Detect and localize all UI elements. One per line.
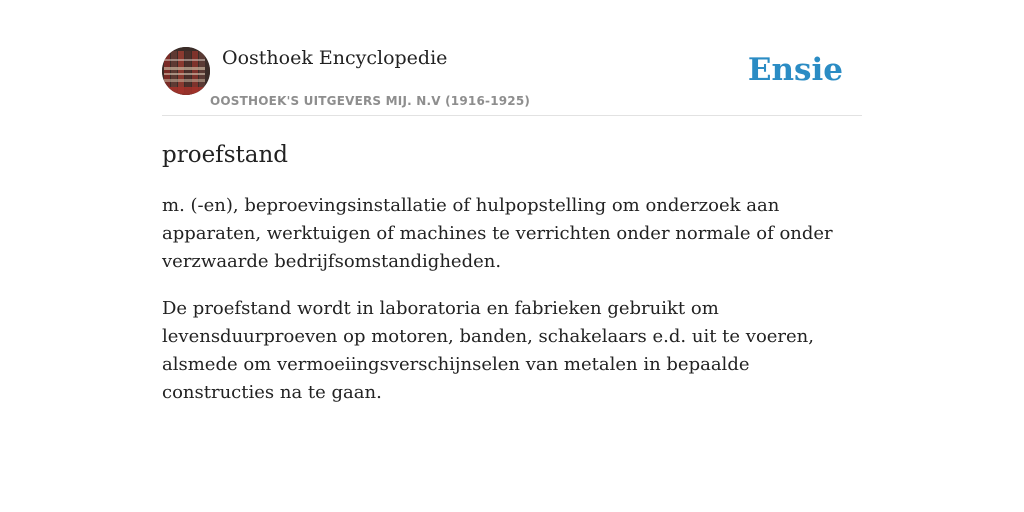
entry-title: proefstand bbox=[162, 142, 288, 168]
entry-header bbox=[162, 46, 862, 116]
entry-paragraph-2: De proefstand wordt in laboratoria en fabrieken gebruikt om levensduurproeven op motoren, banden, schakelaars e.d. uit te voeren, alsmede om vermoeiingsverschijnselen van metalen in bepaalde constructies na te gaan. bbox=[162, 298, 814, 403]
source-title[interactable]: Oosthoek Encyclopedie bbox=[222, 47, 448, 69]
ensie-logo[interactable]: Ensie bbox=[747, 52, 843, 88]
entry-card bbox=[162, 46, 862, 407]
publisher-label: OOSTHOEK'S UITGEVERS MIJ. N.V (1916-1925) bbox=[210, 94, 531, 108]
entry-paragraph-1: m. (-en), beproevingsinstallatie of hulpopstelling om onderzoek aan apparaten, werktuigen of machines te verrichten onder normale of onder verzwaarde bedrijfsomstandigheden. bbox=[162, 195, 833, 272]
encyclopedia-books-icon[interactable] bbox=[162, 47, 210, 95]
